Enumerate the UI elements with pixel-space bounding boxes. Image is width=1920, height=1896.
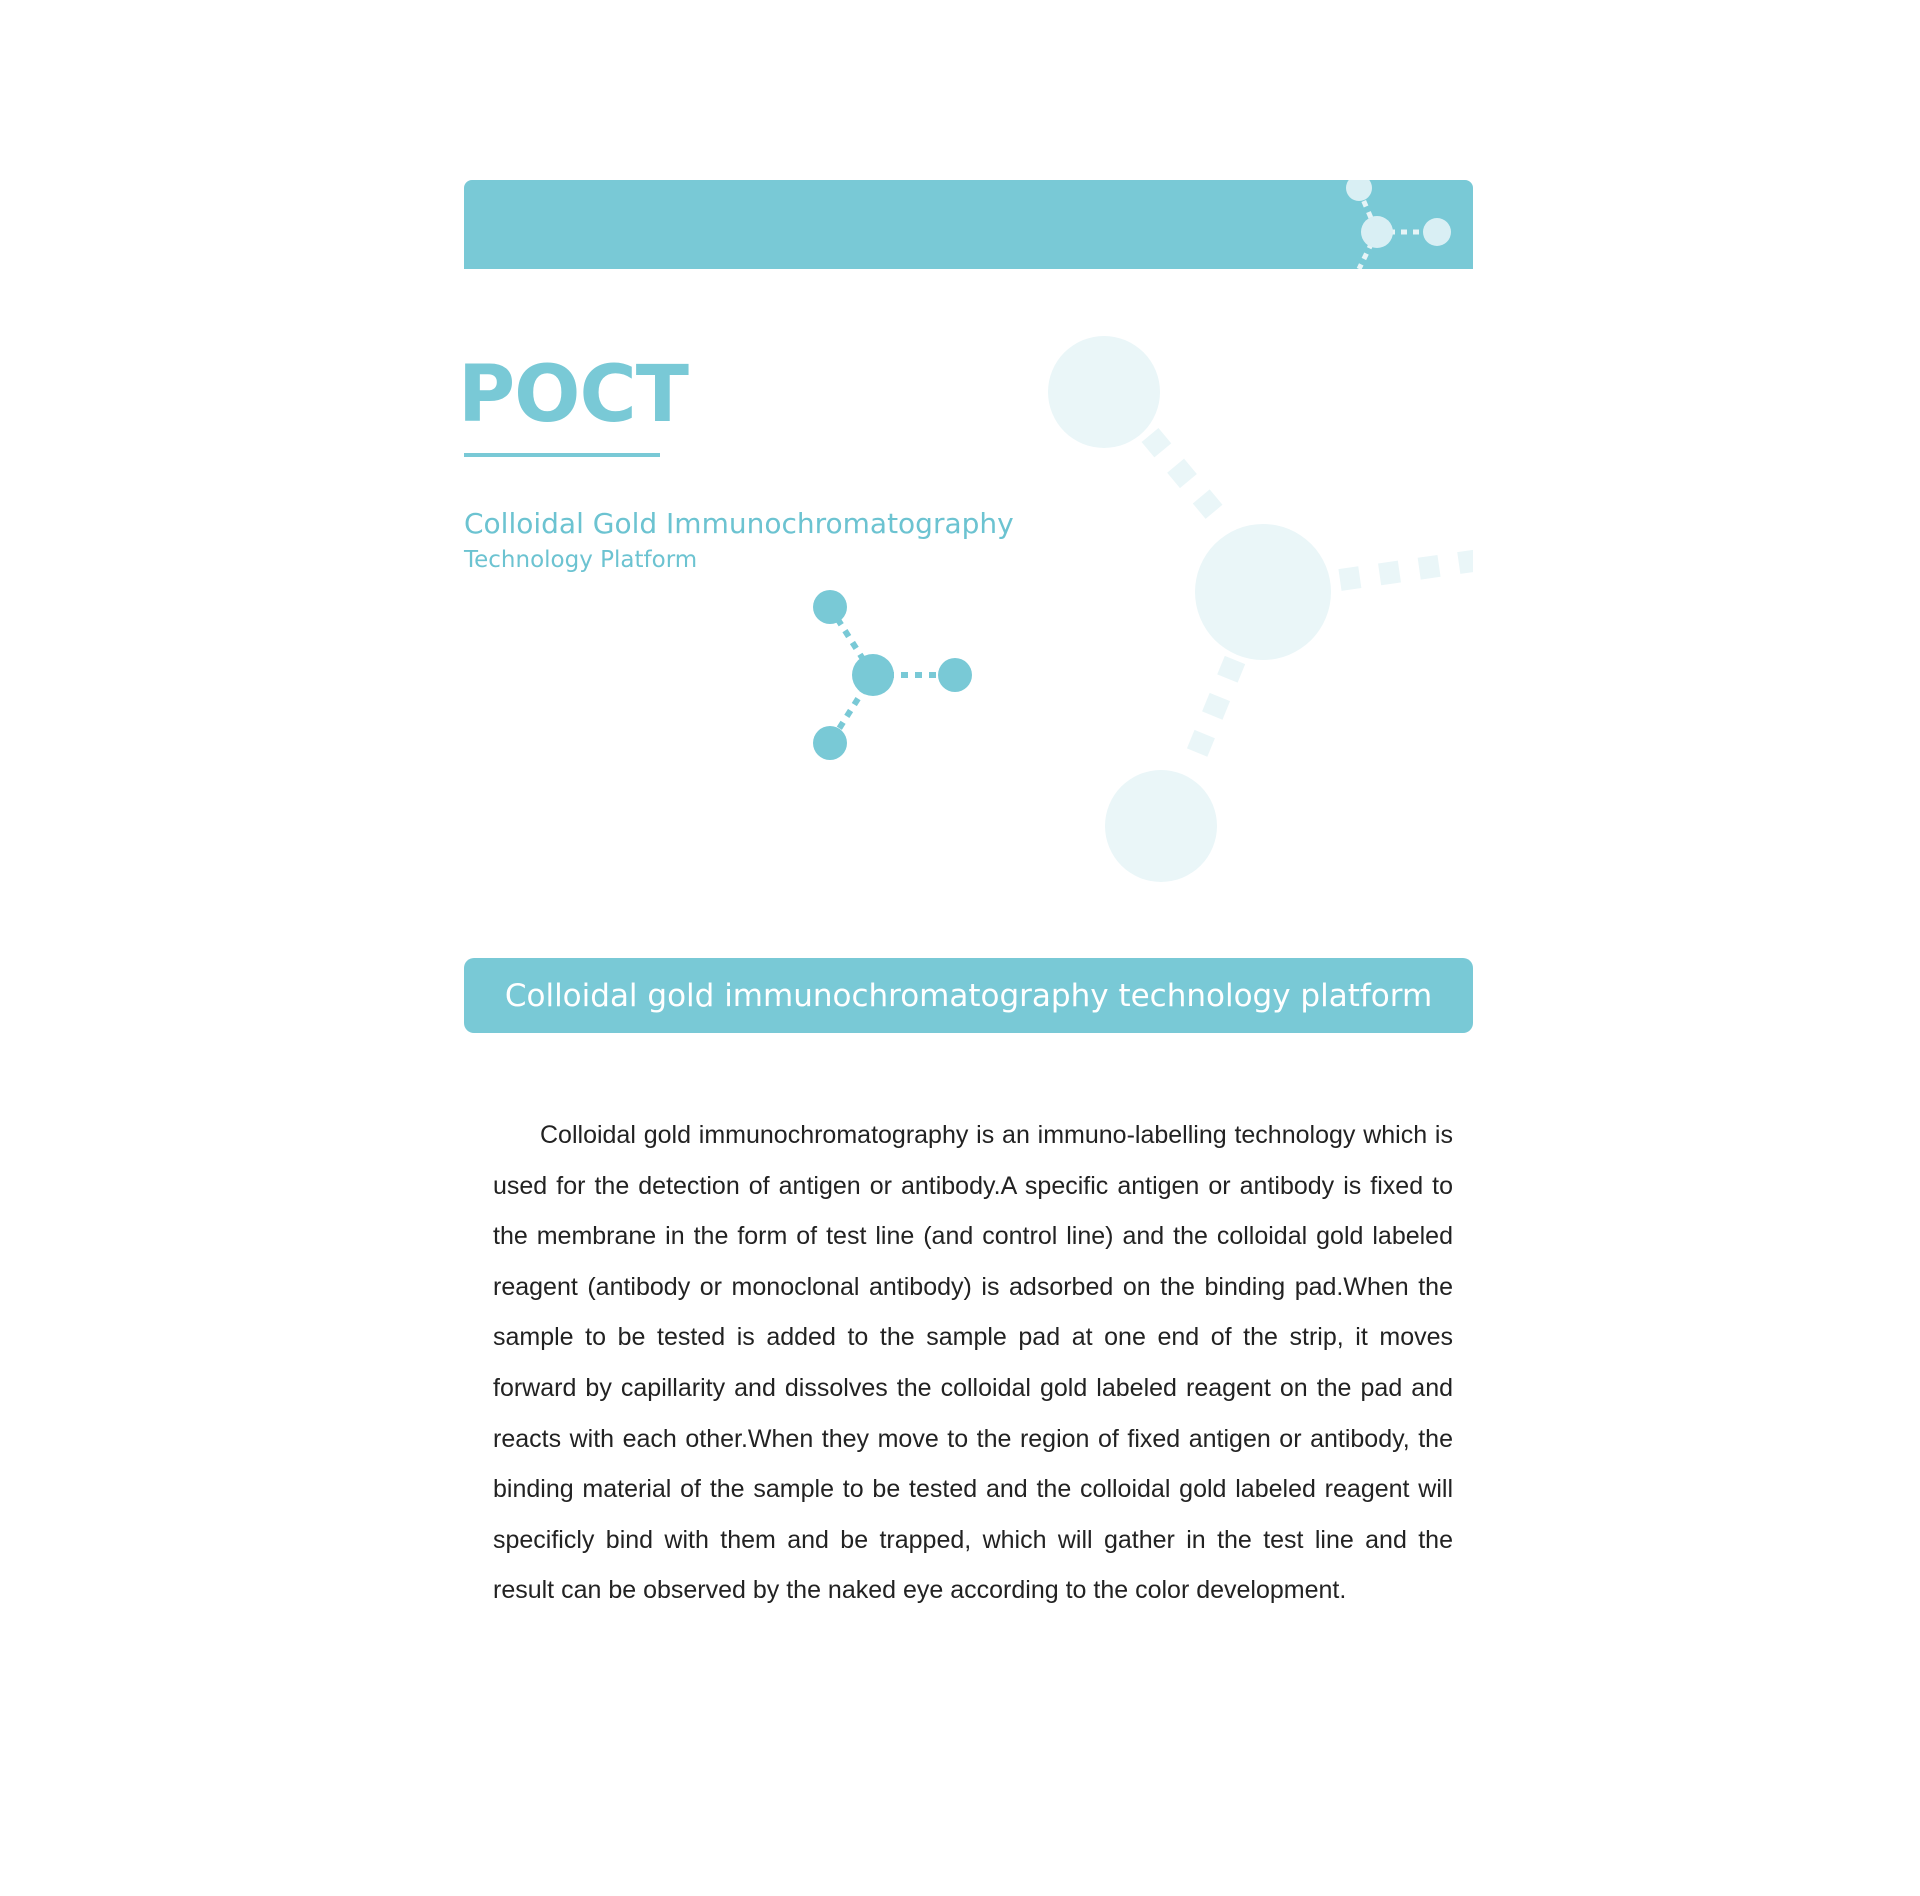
top-header-bar	[464, 180, 1473, 269]
section-banner-label: Colloidal gold immunochromatography technology platform	[504, 977, 1433, 1014]
molecule-icon	[1333, 180, 1473, 269]
subtitle-line-2: Technology Platform	[464, 547, 698, 573]
section-banner	[464, 958, 1473, 1033]
body-paragraph: Colloidal gold immunochromatography is an immuno-labelling technology which is used for the detection of antigen or antibody.A specific antigen or antibody is fixed to the membrane in the form of test line (and control line) and the colloidal gold labeled reagent (antibody or monoclonal antibody) is adsorbed on the binding pad.When the sample to be tested is added to the sample pad at one end of the strip, it moves forward by capillarity and dissolves the colloidal gold labeled reagent on the pad and reacts with each other.When they move to the region of fixed antigen or antibody, the binding material of the sample to be tested and the colloidal gold labeled reagent will specificly bind with them and be trapped, which will gather in the test line and the result can be observed by the naked eye according to the color development.	[493, 1121, 1453, 1605]
subtitle-line-1: Colloidal Gold Immunochromatography	[464, 507, 1014, 540]
title-underline	[464, 453, 660, 457]
background-molecule-icon	[1040, 330, 1473, 890]
small-molecule-icon	[805, 585, 975, 765]
page-title: POCT	[458, 350, 688, 440]
